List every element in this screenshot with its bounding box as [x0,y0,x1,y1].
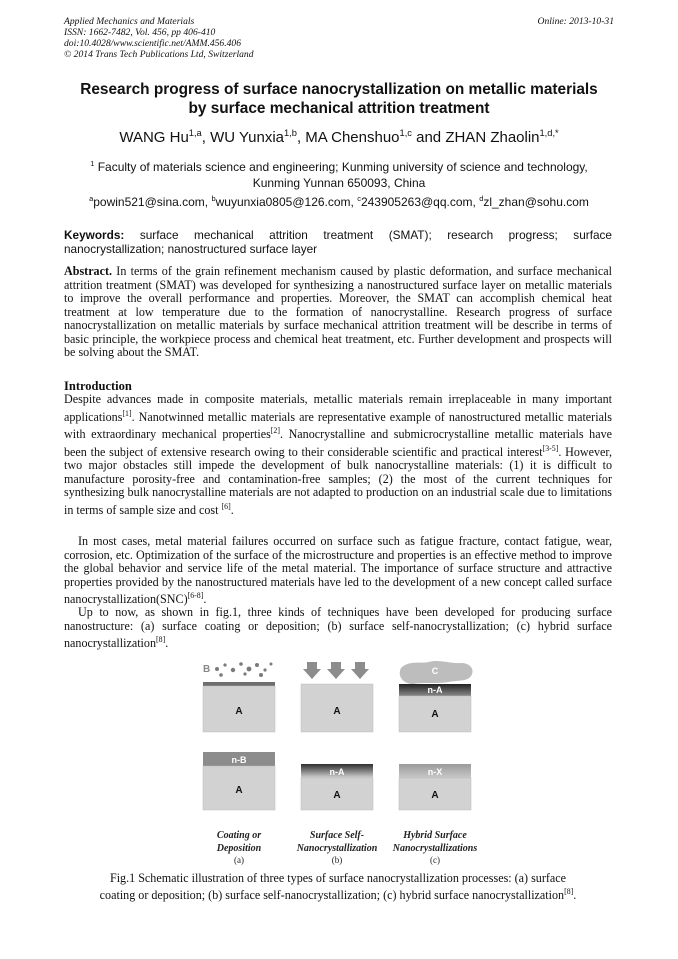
panel-b-top [301,662,373,732]
email-link[interactable]: wuyunxia0805@126.com, [215,195,358,209]
email-sup: d [479,194,484,203]
label-n-a: n-A [427,685,443,695]
intro-paragraph-2 [64,535,612,607]
author-name: WANG Hu [119,129,189,146]
author-list [20,128,658,146]
author-name: MA Chenshuo [305,129,400,146]
citation[interactable]: [8] [564,887,574,896]
author-separator: , [201,129,211,146]
abstract-text: In terms of the grain refinement mechanism caused by plastic deformation, and surface mechanical attrition treatment (SMAT) was developed for synthesizing a nanostructured surface layer on metallic materials to improve the overall performance and properties. Moreover, the SMAT can accomplish chemical heat treatment at low temperature due to the formation of nanocrystalline. Research progress of surface nanocrystallization on metallic materials by surface mechanical attrition treatment will be describe in terms of basic principle, the workpiece process and chemical heat treatment, etc. Further development and prospects will be solving about the SMAT. [64,264,612,360]
journal-name: Applied Mechanics and Materials [64,16,195,27]
column-caption-c-line2: Nanocrystallizations [392,843,478,854]
email-link[interactable]: 243905263@qq.com, [360,195,480,209]
label-n-b: n-B [231,755,247,765]
author-sup: 1,c [399,128,412,138]
online-date: Online: 2013-10-31 [537,16,614,27]
email-sup: b [211,194,216,203]
substrate-label: A [431,709,439,720]
panel-a-bottom [203,752,275,810]
email-sup: c [357,194,361,203]
label-n-x: n-X [427,767,443,777]
journal-metadata [64,16,254,60]
title-line-2: by surface mechanical attrition treatment [188,100,490,117]
panel-c-top [399,661,473,732]
affiliation-line-1: Faculty of materials science and engineering; Kunming university of science and technology, [97,160,588,174]
citation[interactable]: [1] [122,408,132,418]
affiliation [60,156,618,191]
substrate-label: A [235,706,243,717]
keywords [64,228,612,256]
label-b-particle: B [203,664,211,675]
column-caption-b-line1: Surface Self- [309,830,365,841]
figure-1-caption [64,871,612,902]
title-line-1: Research progress of surface nanocrystallization on metallic materials [80,81,598,98]
body-text: . [203,592,207,607]
column-caption-a-line1: Coating or [216,830,262,841]
affiliation-line-2: Kunming Yunnan 650093, China [252,176,426,190]
column-tag-b: (b) [331,855,343,865]
body-text: . Nanocrystalline and submicrocrystalline metallic materials have been the subject of extensive research owing to their considerable scientific and practical interest [64,427,612,459]
citation[interactable]: [3-5] [542,443,559,453]
caption-line-1: Fig.1 Schematic illustration of three types of surface nanocrystallization processes: (a) surface [109,871,567,885]
intro-paragraph-1 [64,393,612,518]
body-text: In most cases, metal material failures occurred on surface such as fatigue fracture, contact fatigue, wear, corrosion, etc. Optimization of the surface of the microstructure and properties is an effective method to improve the global behavior and service life of the metal material. The importance of surface structure and attractive properties provided by the nanostructured materials have led to the development of a new concept called surface nanocrystallization(SNC) [64,534,612,607]
issn-line: ISSN: 1662-7482, Vol. 456, pp 406-410 [64,27,216,38]
substrate-label: A [431,790,439,801]
section-heading-introduction: Introduction [64,379,132,393]
column-tag-c: (c) [430,855,440,865]
author-sup: 1,b [284,128,297,138]
figure-1-schematic [195,660,495,865]
affiliation-sup: 1 [90,159,95,168]
column-caption-a-line2: Deposition [216,843,262,854]
body-text: . However, two major obstacles still impede the development of bulk nanocrystalline materials: (1) it is difficult to manufacture porosity-free and contamination-free samples; (2) the most of the current techniques for synthesizing bulk nanocrystalline materials are not adapted to production on an industrial scale due to limitations in terms of sample size and cost [64,444,612,517]
intro-paragraph-3 [64,606,612,651]
label-c: C [431,666,439,676]
impact-arrows [303,662,369,679]
citation[interactable]: [2] [270,426,280,436]
column-caption-b-line2: Nanocrystallization [296,843,378,854]
deposition-particles [215,662,273,677]
citation[interactable]: [8] [156,635,166,645]
author-and: and [411,129,446,146]
copyright-line: © 2014 Trans Tech Publications Ltd, Switzerland [64,49,254,60]
email-sup: a [89,194,94,203]
body-text: . Nanotwinned metallic materials are representative example of nanostructured metallic materials with extraordinary mechanical properties [64,409,612,442]
panel-b-bottom [301,764,373,810]
abstract [64,265,612,360]
label-n-a: n-A [329,767,345,777]
author-sup: 1,a [188,128,202,138]
substrate-label: A [333,706,341,717]
author-name: WU Yunxia [210,129,285,146]
panel-c-bottom [399,764,471,810]
substrate-label: A [333,790,341,801]
author-sup: 1,d,* [539,128,559,138]
substrate-label: A [235,785,243,796]
abstract-label: Abstract. [64,264,113,278]
panel-a-top [203,662,275,732]
doi-line: doi:10.4028/www.scientific.net/AMM.456.406 [64,38,242,49]
keywords-text: surface mechanical attrition treatment (SMAT); research progress; surface nanocrystallization; nanostructured surface layer [64,228,612,256]
author-separator: , [296,129,306,146]
column-tag-a: (a) [234,855,244,865]
caption-line-2: coating or deposition; (b) surface self-nanocrystallization; (c) hybrid surface nanocrystallization [99,888,565,903]
body-text: . [165,636,169,651]
keywords-label: Keywords: [64,228,125,242]
email-list [40,194,638,209]
body-text: Despite advances made in composite materials, metallic materials remain irreplaceable in many important applications [64,392,612,424]
citation[interactable]: [6] [221,501,231,511]
email-link[interactable]: powin521@sina.com, [93,195,212,209]
body-text: Up to now, as shown in fig.1, three kinds of techniques have been developed for producing surface nanostructure: (a) surface coating or deposition; (b) surface self-nanocrystallization; (c) hybrid surface nanocrystallization [64,605,612,651]
caption-end: . [573,888,577,903]
email-link[interactable]: zl_zhan@sohu.com [483,195,589,209]
paper-title [40,80,638,118]
body-text: . [230,502,234,517]
deposited-layer [203,682,275,686]
column-caption-c-line1: Hybrid Surface [403,830,467,841]
author-name: ZHAN Zhaolin [445,129,540,146]
citation[interactable]: [6-8] [187,591,204,601]
